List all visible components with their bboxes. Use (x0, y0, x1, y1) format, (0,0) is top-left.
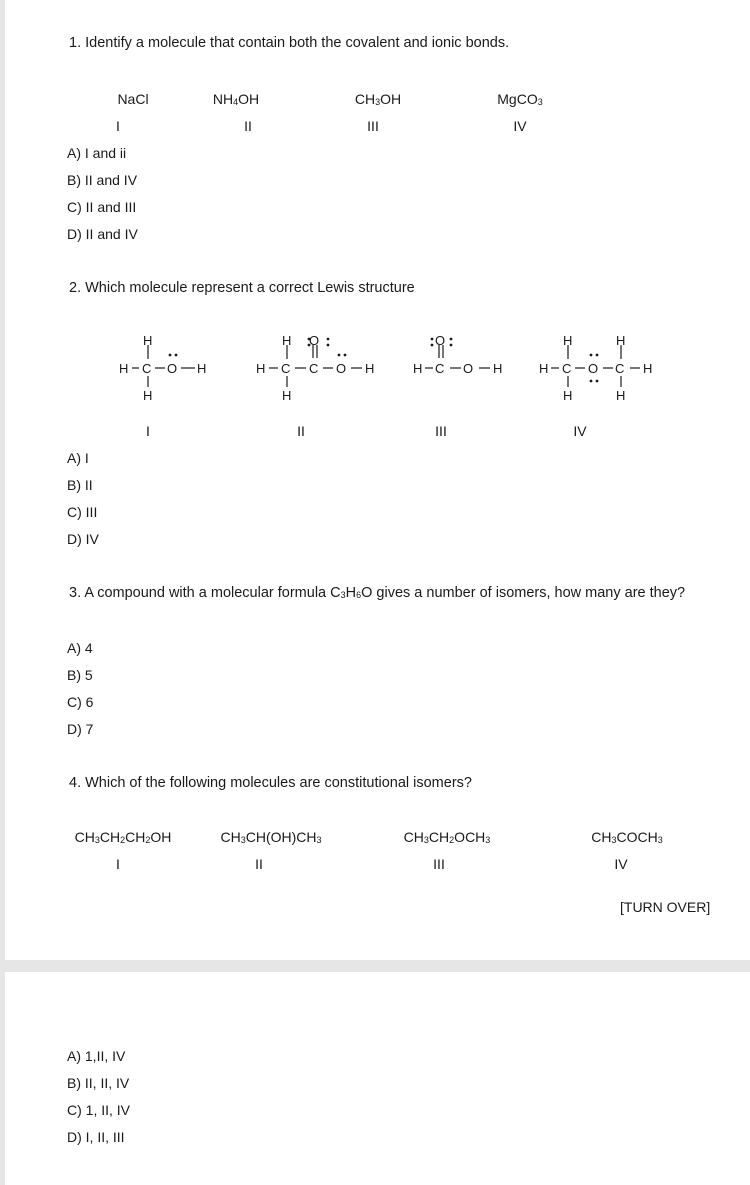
s3-h-right: H (493, 361, 503, 376)
q2-option-a: A) I (67, 450, 89, 466)
s4-h-right: H (643, 361, 653, 376)
q4-option-c: C) 1, II, IV (67, 1102, 131, 1118)
q4-label-1: I (116, 856, 120, 872)
q4-molecule-2: $CH_3CH(OH)CH_3$ (220, 829, 322, 845)
q4-question: 4. Which of the following molecules are constitutional isomers? (69, 775, 472, 791)
s4-h-bottom1: H (563, 388, 573, 403)
s2-h-right: H (365, 361, 375, 376)
q1-option-b: B) II and IV (67, 172, 138, 188)
page-2 (5, 972, 750, 1185)
q2-option-d: D) IV (67, 531, 99, 547)
q2-label-3: III (435, 423, 447, 439)
q3-question: 3. A compound with a molecular formula $C_3H_6O$ gives a number of isomers, how many are they? (69, 585, 686, 601)
q1-label-1: I (116, 118, 120, 134)
s4-c2: C (615, 361, 625, 376)
q2-question: 2. Which molecule represent a correct Lewis structure (69, 280, 415, 296)
s3-o: O (463, 361, 474, 376)
s2-c1: C (281, 361, 291, 376)
q2-label-2: II (297, 423, 305, 439)
s3-o-top: O (435, 333, 446, 348)
q1-molecule-2: $NH_4OH$ (212, 91, 260, 107)
q1-label-2: II (244, 118, 252, 134)
q1-option-c: C) II and III (67, 199, 137, 215)
q3-option-a: A) 4 (67, 640, 93, 656)
s4-o: O (588, 361, 599, 376)
q1-option-a: A) I and ii (67, 145, 127, 161)
q1-option-d: D) II and IV (67, 226, 138, 242)
q4-molecule-1: $CH_3CH_2CH_2OH$ (74, 829, 172, 845)
q3-option-c: C) 6 (67, 694, 94, 710)
s1-o: O (167, 361, 178, 376)
page-1 (5, 0, 750, 960)
q1-molecule-1: NaCl (117, 91, 149, 107)
s2-o-top: O (309, 333, 320, 348)
s3-c: C (435, 361, 445, 376)
q4-option-a: A) 1,II, IV (67, 1048, 126, 1064)
q2-label-4: IV (573, 423, 587, 439)
s2-o: O (336, 361, 347, 376)
s1-h-top: H (143, 333, 153, 348)
q1-molecule-4: MgCO$_3$ (497, 91, 543, 107)
s2-h-left: H (256, 361, 266, 376)
s1-c: C (142, 361, 152, 376)
s4-h-top1: H (563, 333, 573, 348)
q4-option-b: B) II, II, IV (67, 1075, 130, 1091)
q3-option-b: B) 5 (67, 667, 93, 683)
q4-option-d: D) I, II, III (67, 1129, 125, 1145)
q2-option-c: C) III (67, 504, 98, 520)
s1-h-bottom: H (143, 388, 153, 403)
s3-h-left: H (413, 361, 423, 376)
lewis-structures (5, 0, 750, 420)
q4-label-4: IV (614, 856, 628, 872)
s4-h-bottom2: H (616, 388, 626, 403)
q4-molecule-4: $CH_3COCH_3$ (591, 829, 663, 845)
s2-h-bottom: H (282, 388, 292, 403)
q4-label-3: III (433, 856, 445, 872)
q1-label-4: IV (513, 118, 527, 134)
q1-molecule-3: $CH_3OH$ (354, 91, 402, 107)
turn-over-note: [TURN OVER] (620, 899, 711, 915)
q3-option-d: D) 7 (67, 721, 94, 737)
q2-option-b: B) II (67, 477, 93, 493)
s4-h-top2: H (616, 333, 626, 348)
s1-h-right: H (197, 361, 207, 376)
s4-h-left: H (539, 361, 549, 376)
q1-question: 1. Identify a molecule that contain both the covalent and ionic bonds. (69, 35, 510, 51)
q4-molecule-3: $CH_3CH_2OCH_3$ (403, 829, 491, 845)
s2-c2: C (309, 361, 319, 376)
q1-label-3: III (367, 118, 379, 134)
s4-c1: C (562, 361, 572, 376)
q4-label-2: II (255, 856, 263, 872)
s1-h-left: H (119, 361, 129, 376)
s2-h-top: H (282, 333, 292, 348)
q2-label-1: I (146, 423, 150, 439)
